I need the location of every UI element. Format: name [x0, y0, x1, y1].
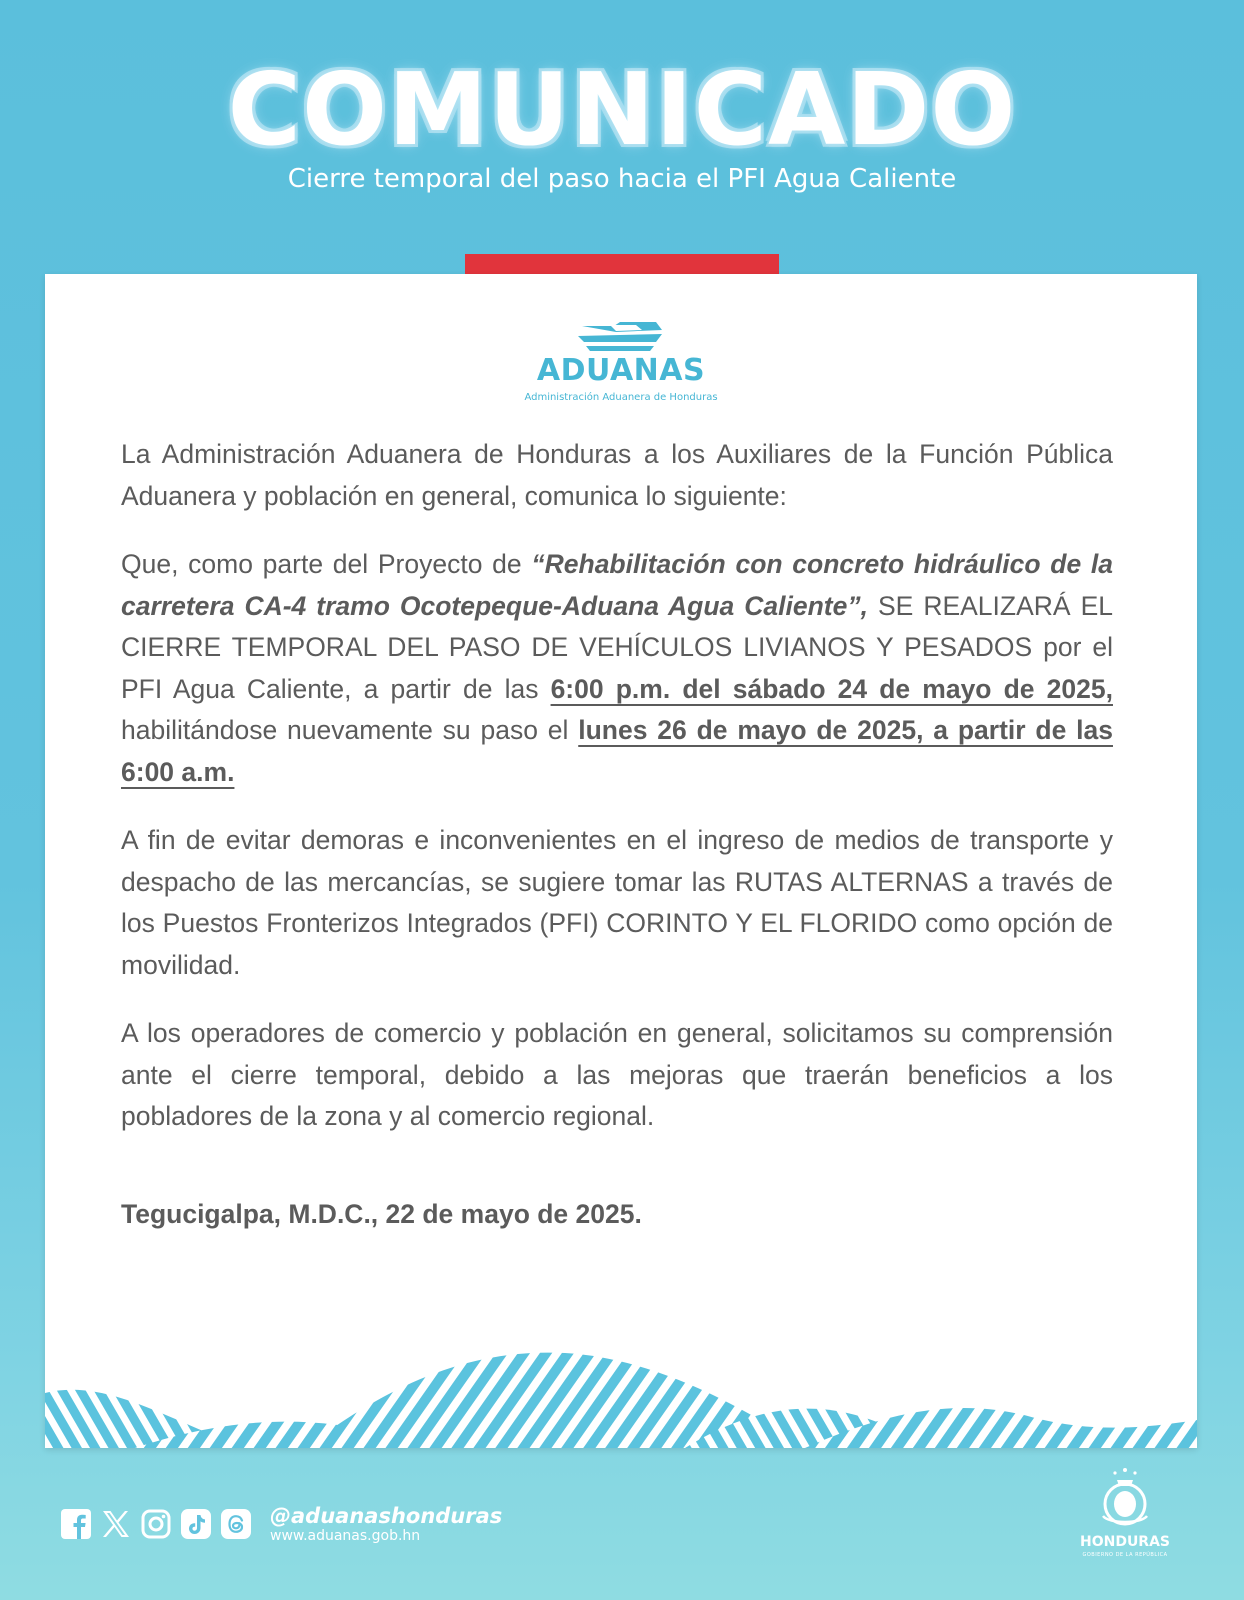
logo-wordmark: ADUANAS [536, 353, 706, 388]
decorative-waves [45, 1338, 1197, 1448]
website-link[interactable]: www.aduanas.gob.hn [270, 1528, 421, 1544]
signoff: Tegucigalpa, M.D.C., 22 de mayo de 2025. [121, 1198, 642, 1229]
x-icon[interactable] [100, 1508, 132, 1540]
social-handle[interactable]: @aduanashonduras [270, 1504, 503, 1528]
tiktok-icon[interactable] [180, 1508, 212, 1540]
reopen-date: lunes 26 de mayo de 2025, a partir de las 6:00 a.m. [121, 715, 1113, 787]
social-text [270, 1504, 502, 1544]
instagram-icon[interactable] [140, 1508, 172, 1540]
threads-icon[interactable] [220, 1508, 252, 1540]
project-name: “Rehabilitación con concreto hidráulico de la carretera CA-4 tramo Ocotepeque-Aduana Agua Caliente”, [121, 549, 1113, 621]
closure-text-a: Que, como parte del Proyecto de [121, 549, 532, 579]
red-accent-bar [465, 254, 779, 276]
closure-text-b: SE REALIZARÁ EL CIERRE TEMPORAL DEL PASO DE VEHÍCULOS LIVIANOS Y PESADOS por el PFI Agua Caliente, a partir de las [121, 590, 1113, 704]
coat-of-arms-icon [1095, 1466, 1155, 1528]
aduanas-logo [45, 322, 1197, 403]
header-title: COMUNICADO [227, 51, 1017, 168]
social-bar [60, 1504, 502, 1544]
emblem-word: HONDURAS [1079, 1534, 1171, 1550]
header-subtitle: Cierre temporal del paso hacia el PFI Agua Caliente [287, 164, 957, 194]
honduras-emblem [1075, 1466, 1175, 1558]
closure-start-date: 6:00 p.m. del sábado 24 de mayo de 2025, [550, 673, 1113, 704]
logo-tagline: Administración Aduanera de Honduras [524, 392, 718, 403]
emblem-tagline: GOBIERNO DE LA REPÚBLICA [1082, 1552, 1168, 1558]
announcement-card [45, 274, 1197, 1448]
closing-paragraph: A los operadores de comercio y población en general, solicitamos su comprensión ante el cierre temporal, debido a las mejoras que traerán beneficios a los pobladores de la zona y al comercio regional. [121, 1018, 1113, 1131]
closure-text-c: habilitándose nuevamente su paso el [121, 715, 579, 745]
ship-icon [576, 322, 666, 352]
facebook-icon[interactable] [60, 1508, 92, 1540]
alternate-routes-paragraph: A fin de evitar demoras e inconvenientes en el ingreso de medios de transporte y despacho de las mercancías, se sugiere tomar las RUTAS ALTERNAS a través de los Puestos Fronterizos Integrados (PFI) CORINTO Y EL FLORIDO como opción de movilidad. [121, 825, 1113, 980]
announcement-body [121, 434, 1113, 1235]
closure-paragraph [121, 544, 1113, 793]
intro-paragraph: La Administración Aduanera de Honduras a los Auxiliares de la Función Pública Aduanera y población en general, comunica lo siguiente: [121, 439, 1113, 511]
